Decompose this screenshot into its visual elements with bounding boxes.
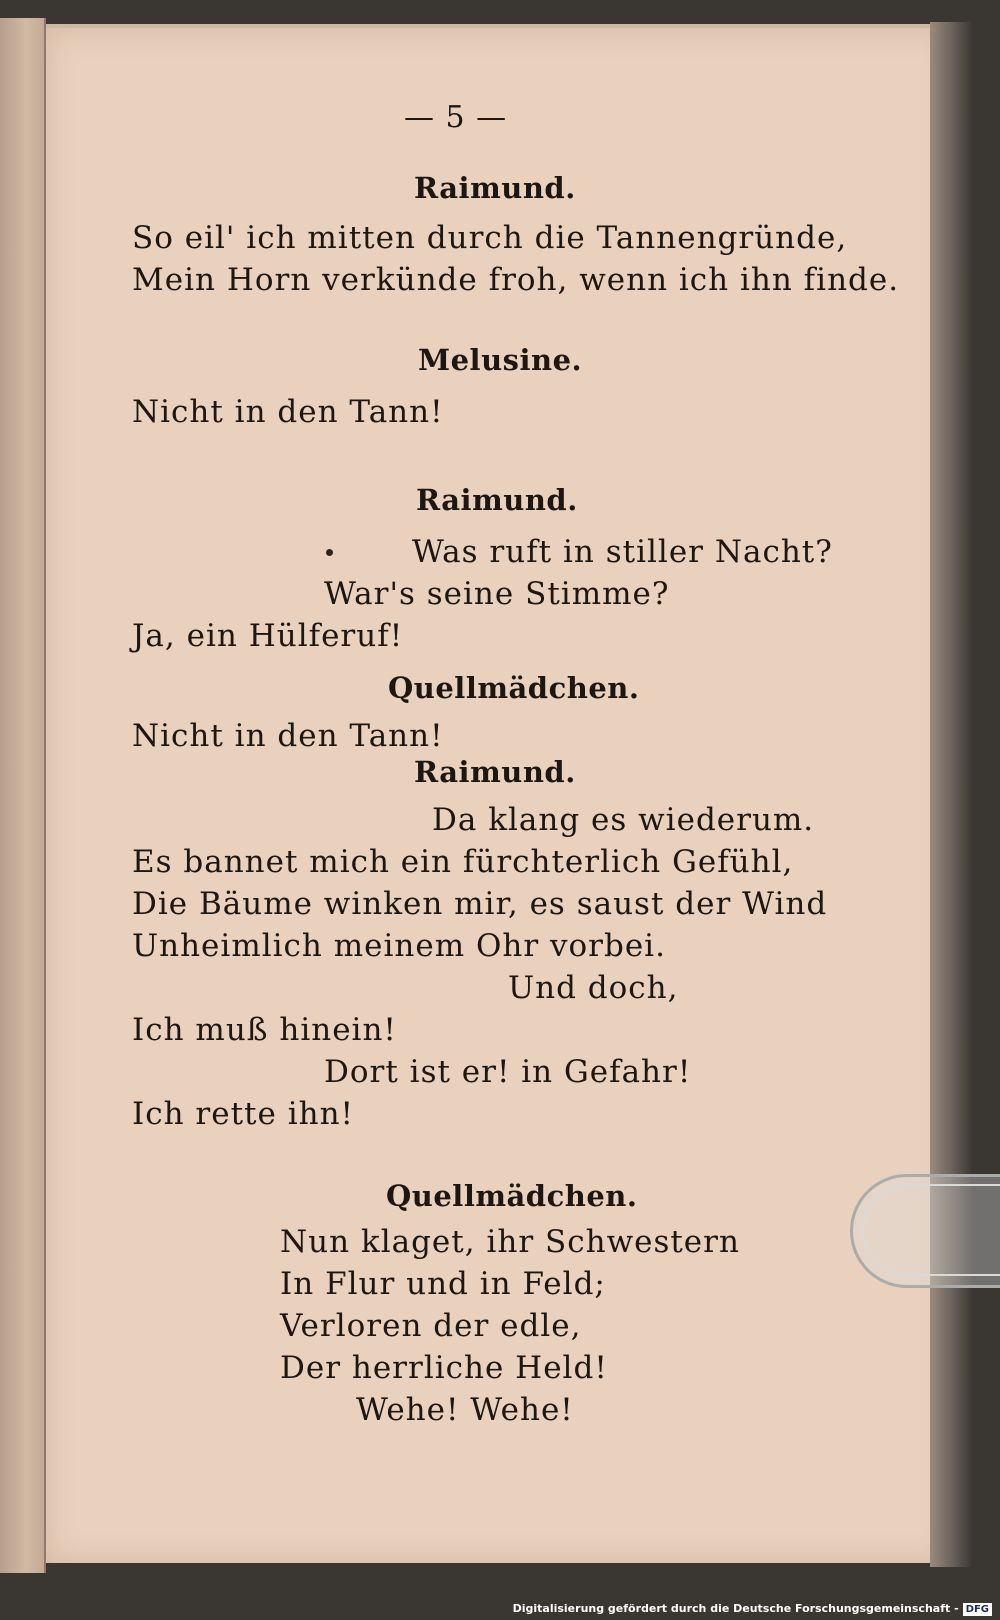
verse-line: Nicht in den Tann! xyxy=(132,394,444,430)
verse-line: Nun klaget, ihr Schwestern xyxy=(280,1224,740,1260)
right-page-edge xyxy=(930,22,972,1567)
ink-speck xyxy=(326,549,333,556)
verse-line: Es bannet mich ein fürchterlich Gefühl, xyxy=(132,844,794,880)
verse-line: Mein Horn verkünde froh, wenn ich ihn finde. xyxy=(132,262,900,298)
speaker-melusine: Melusine. xyxy=(418,343,583,377)
verse-line: Wehe! Wehe! xyxy=(356,1392,574,1428)
verse-line: Nicht in den Tann! xyxy=(132,718,444,754)
speaker-quellmaedchen: Quellmädchen. xyxy=(386,1179,638,1213)
verse-line: So eil' ich mitten durch die Tannengründe, xyxy=(132,220,848,256)
verse-line: War's seine Stimme? xyxy=(324,576,670,612)
speaker-quellmaedchen: Quellmädchen. xyxy=(388,671,640,705)
verse-line: Und doch, xyxy=(508,970,679,1006)
digitization-credit xyxy=(513,1600,992,1618)
speaker-raimund: Raimund. xyxy=(416,483,578,517)
verse-line: Ich rette ihn! xyxy=(132,1096,355,1132)
verse-line: Der herrliche Held! xyxy=(280,1350,608,1386)
verse-line: Ja, ein Hülferuf! xyxy=(132,618,404,654)
verse-line: Ich muß hinein! xyxy=(132,1012,397,1048)
speaker-raimund: Raimund. xyxy=(414,171,576,205)
verse-line: Verloren der edle, xyxy=(280,1308,582,1344)
speaker-raimund: Raimund. xyxy=(414,755,576,789)
verse-line: Dort ist er! in Gefahr! xyxy=(324,1054,692,1090)
page-clip-inner xyxy=(862,1184,1000,1276)
left-page-edge xyxy=(0,18,46,1573)
verse-line: Die Bäume winken mir, es saust der Wind xyxy=(132,886,828,922)
credit-text: Digitalisierung gefördert durch die Deutsche Forschungsgemeinschaft - xyxy=(512,1602,959,1615)
verse-line: Was ruft in stiller Nacht? xyxy=(412,534,833,570)
dfg-logo: DFG xyxy=(963,1603,992,1616)
page-number: — 5 — xyxy=(404,100,508,135)
verse-line: In Flur und in Feld; xyxy=(280,1266,606,1302)
verse-line: Da klang es wiederum. xyxy=(432,802,815,838)
verse-line: Unheimlich meinem Ohr vorbei. xyxy=(132,928,666,964)
